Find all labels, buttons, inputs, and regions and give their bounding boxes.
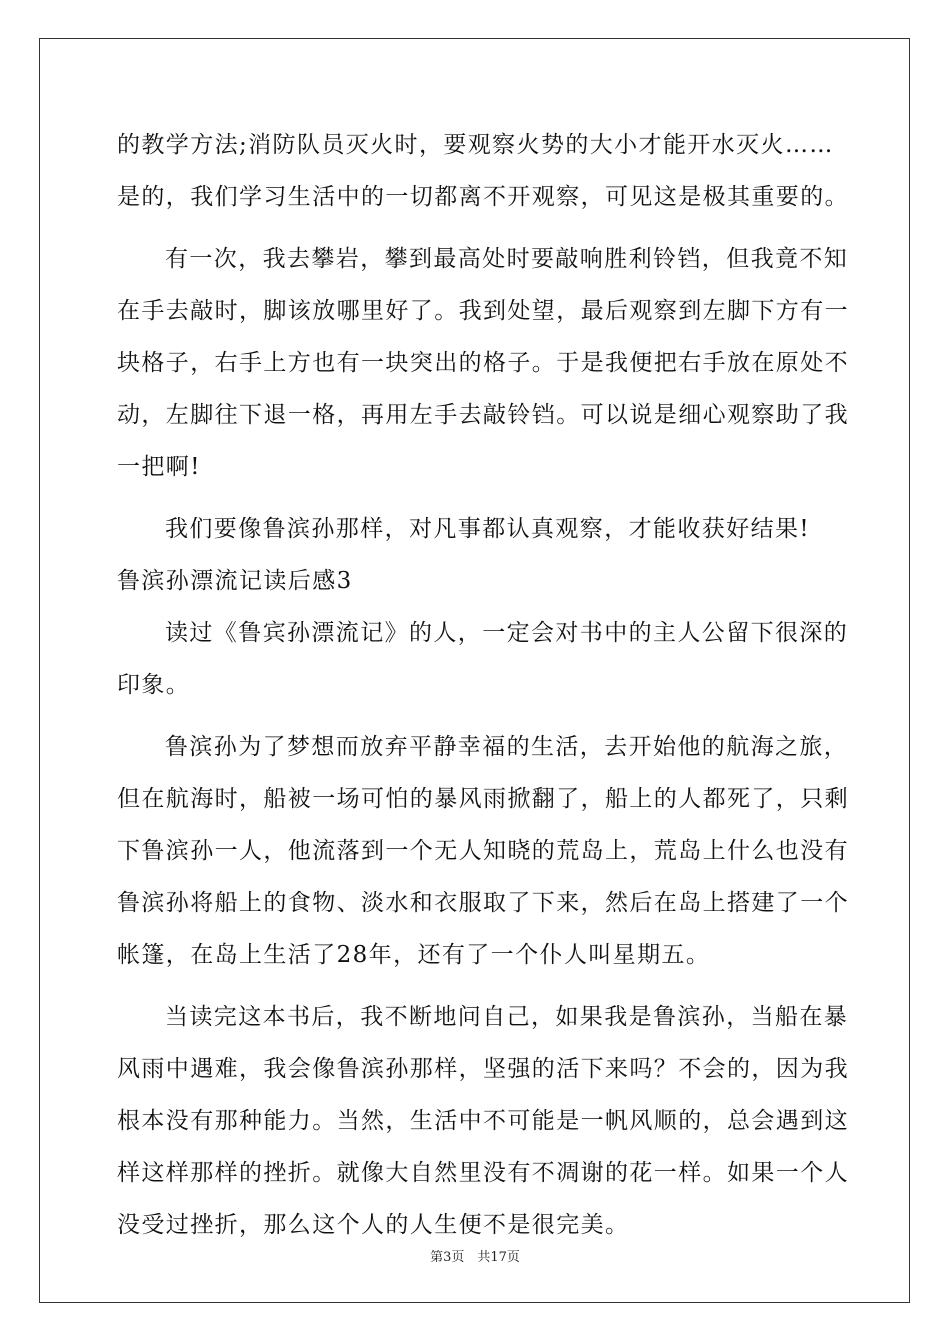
text-line: 帐篷，在岛上生活了28年，还有了一个仆人叫星期五。 bbox=[117, 942, 711, 968]
text-line: 鲁滨孙为了梦想而放弃平静幸福的生活，去开始他的航海之旅， bbox=[165, 734, 849, 760]
text-line: 当读完这本书后，我不断地问自己，如果我是鲁滨孙，当船在暴 bbox=[165, 1004, 849, 1030]
section-title: 鲁滨孙漂流记读后感3 bbox=[117, 568, 353, 594]
text-line: 根本没有那种能力。当然，生活中不可能是一帆风顺的，总会遇到这 bbox=[117, 1108, 849, 1134]
text-line: 印象。 bbox=[117, 672, 191, 698]
document-body bbox=[117, 127, 849, 1259]
text-line: 的教学方法;消防队员灭火时，要观察火势的大小才能开水灭火…… bbox=[117, 132, 834, 158]
text-line: 没受过挫折，那么这个人的人生便不是很完美。 bbox=[117, 1212, 630, 1238]
text-line: 读过《鲁宾孙漂流记》的人，一定会对书中的主人公留下很深的 bbox=[165, 620, 849, 646]
text-line: 鲁滨孙将船上的食物、淡水和衣服取了下来，然后在岛上搭建了一个 bbox=[117, 890, 849, 916]
page-number-footer: 第3页 共17页 bbox=[430, 1250, 520, 1265]
text-line: 块格子，右手上方也有一块突出的格子。于是我便把右手放在原处不 bbox=[117, 350, 849, 376]
text-line: 但在航海时，船被一场可怕的暴风雨掀翻了，船上的人都死了，只剩 bbox=[117, 786, 849, 812]
text-line: 风雨中遇难，我会像鲁滨孙那样，坚强的活下来吗？不会的，因为我 bbox=[117, 1056, 849, 1082]
text-line: 动，左脚往下退一格，再用左手去敲铃铛。可以说是细心观察助了我 bbox=[117, 402, 849, 428]
text-line: 一把啊! bbox=[117, 454, 201, 480]
text-line: 我们要像鲁滨孙那样，对凡事都认真观察，才能收获好结果! bbox=[165, 516, 811, 542]
text-line: 在手去敲时，脚该放哪里好了。我到处望，最后观察到左脚下方有一 bbox=[117, 298, 849, 324]
text-line: 有一次，我去攀岩，攀到最高处时要敲响胜利铃铛，但我竟不知 bbox=[165, 246, 849, 272]
text-line: 是的，我们学习生活中的一切都离不开观察，可见这是极其重要的。 bbox=[117, 184, 849, 210]
text-line: 样这样那样的挫折。就像大自然里没有不凋谢的花一样。如果一个人 bbox=[117, 1160, 849, 1186]
text-line: 下鲁滨孙一人，他流落到一个无人知晓的荒岛上，荒岛上什么也没有 bbox=[117, 838, 849, 864]
